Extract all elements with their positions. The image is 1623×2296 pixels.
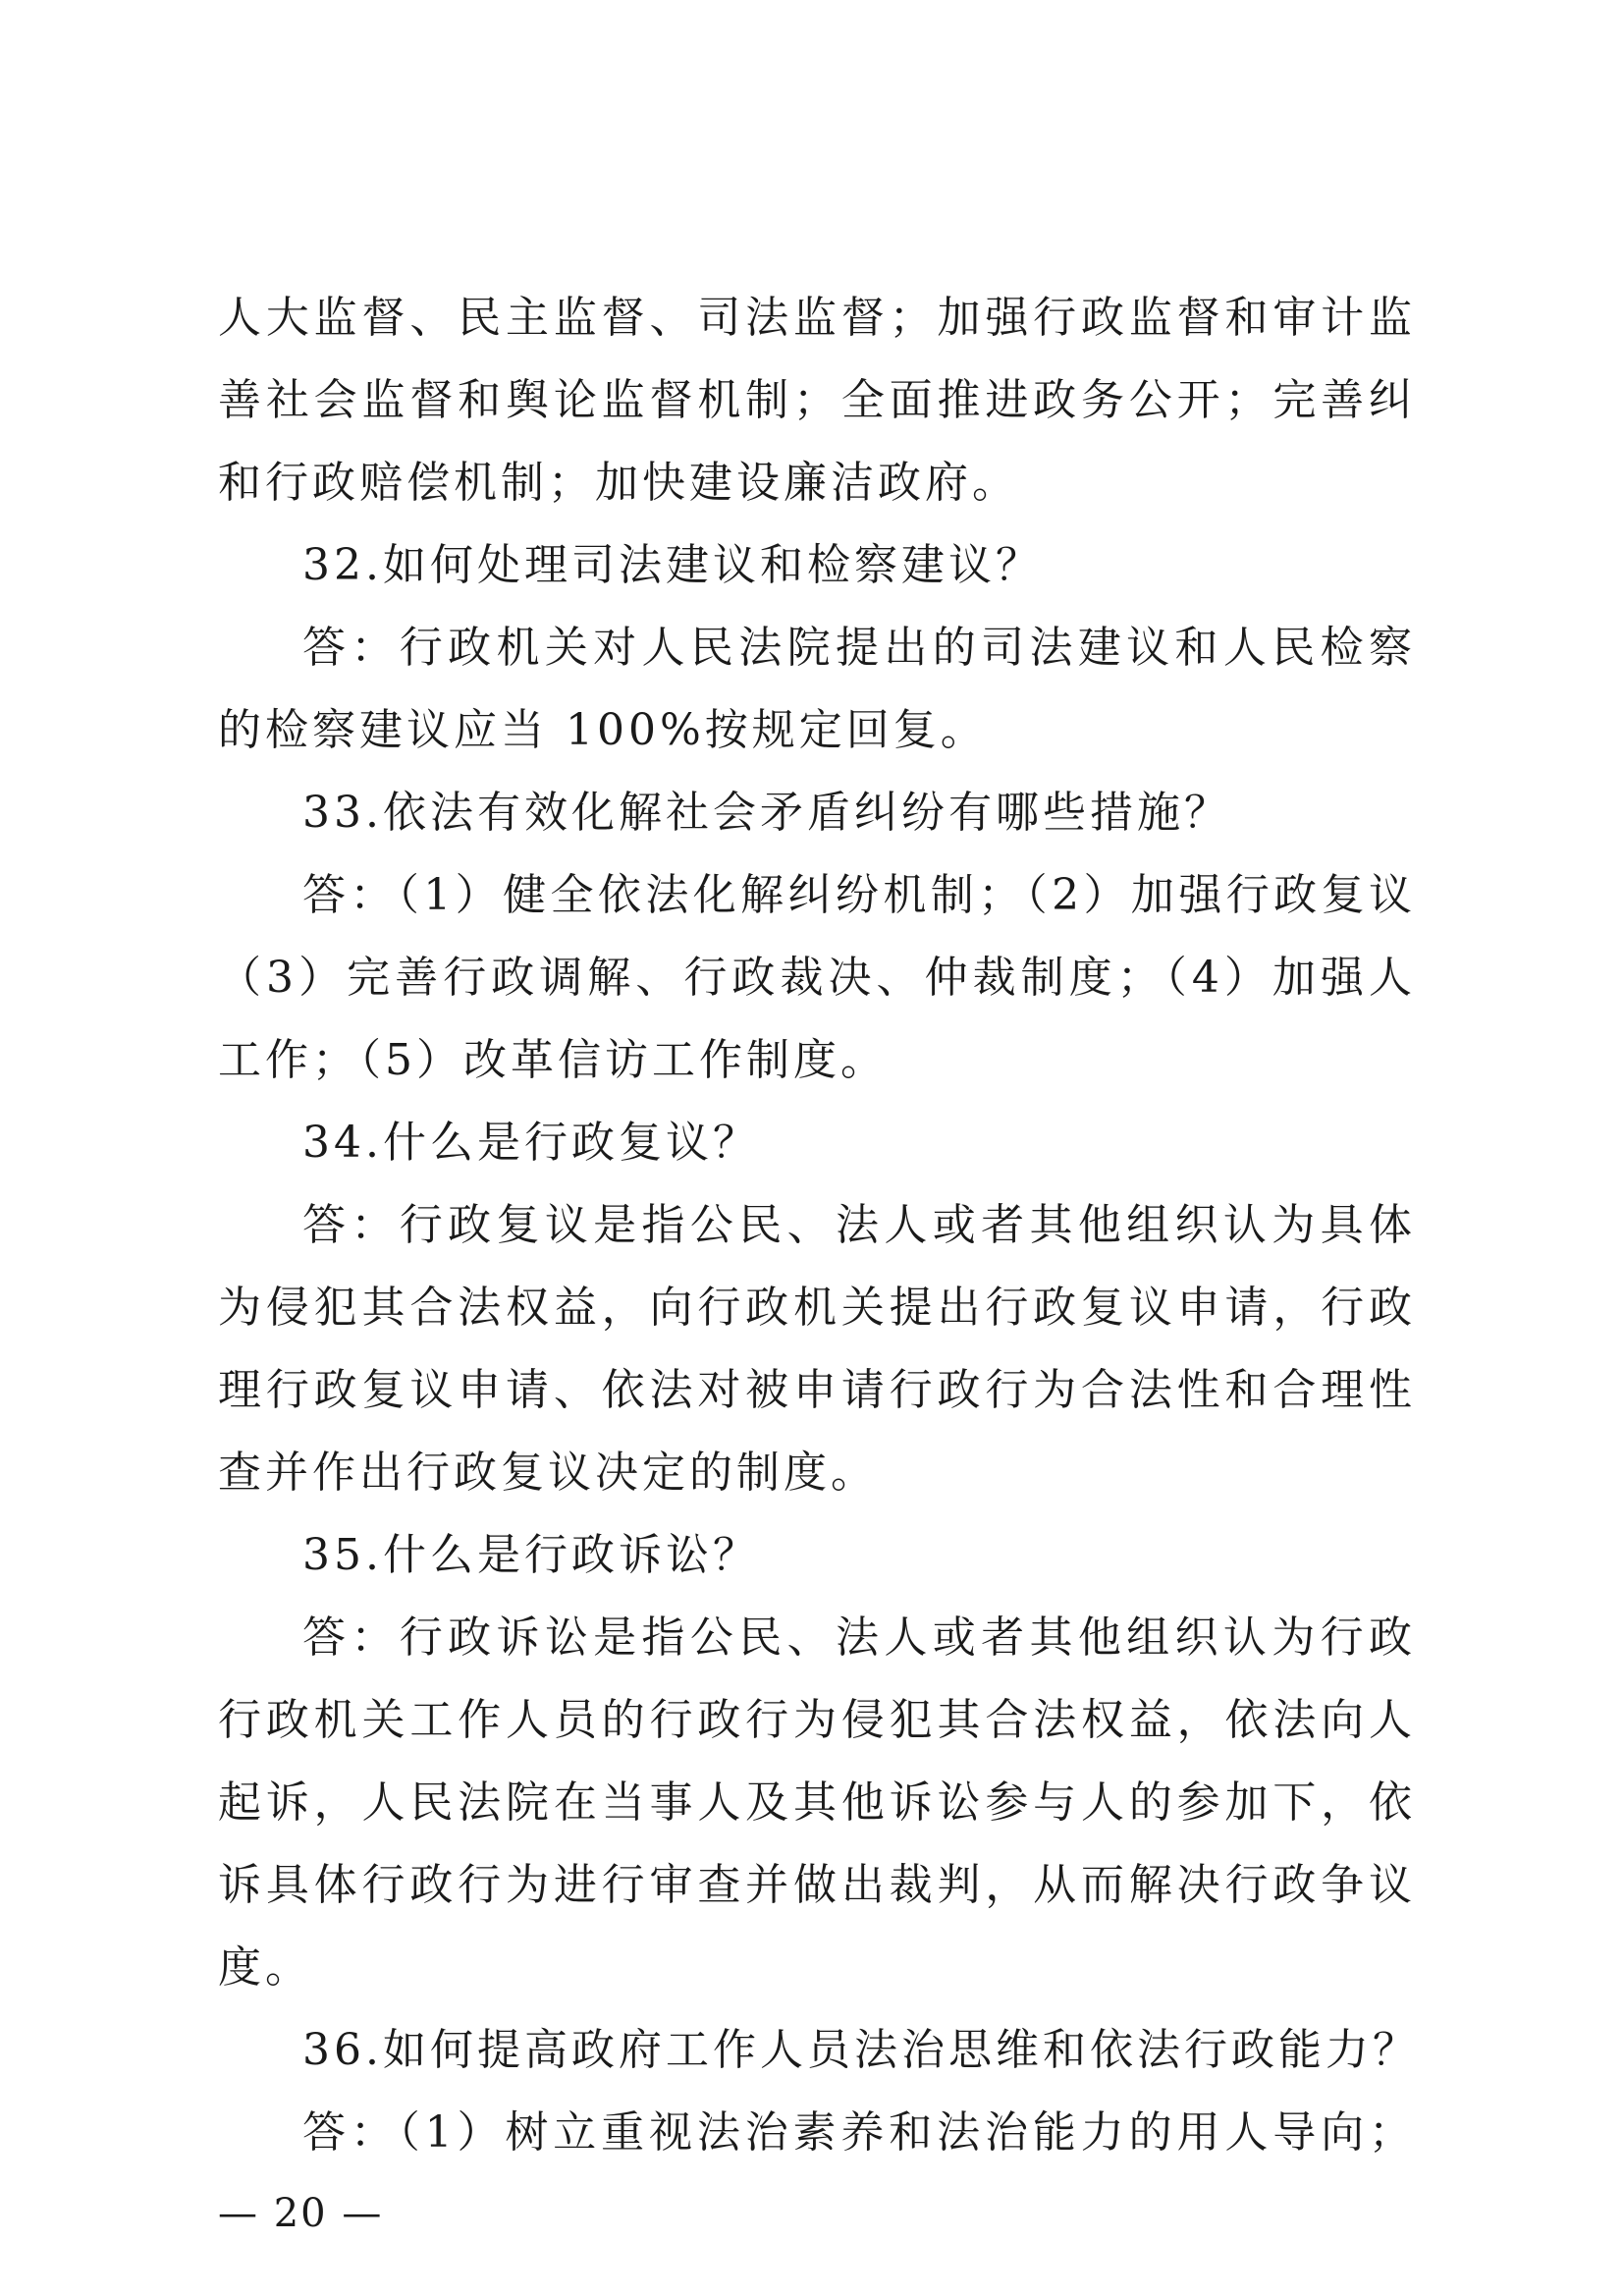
question-heading: 33.依法有效化解社会矛盾纠纷有哪些措施？ (302, 788, 1231, 838)
answer-line: 答：行政诉讼是指公民、法人或者其他组织认为行政 (302, 1613, 1416, 1663)
answer-line: 起诉，人民法院在当事人及其他诉讼参与人的参加下，依 (218, 1777, 1416, 1828)
answer-line: （3）完善行政调解、行政裁决、仲裁制度；（4）加强人 (218, 953, 1416, 1003)
answer-line: 度。 (218, 1942, 312, 1993)
question-heading: 34.什么是行政复议？ (302, 1118, 760, 1168)
answer-line: 答：行政复议是指公民、法人或者其他组织认为具体 (302, 1200, 1416, 1250)
answer-line: 答：（1）树立重视法治素养和法治能力的用人导向； (302, 2107, 1416, 2158)
text-line: 人大监督、民主监督、司法监督；加强行政监督和审计监 (218, 293, 1416, 343)
answer-line: 理行政复议申请、依法对被申请行政行为合法性和合理性 (218, 1365, 1416, 1415)
page-number: — 20 — (218, 2191, 384, 2236)
answer-line: 查并作出行政复议决定的制度。 (218, 1448, 878, 1498)
question-heading: 36.如何提高政府工作人员法治思维和依法行政能力？ (302, 2025, 1420, 2075)
answer-line: 工作；（5）改革信访工作制度。 (218, 1035, 888, 1085)
question-heading: 35.什么是行政诉讼？ (302, 1530, 760, 1580)
answer-line: 答：（1）健全依法化解纠纷机制；（2）加强行政复议 (302, 870, 1416, 920)
text-line: 善社会监督和舆论监督机制；全面推进政务公开；完善纠 (218, 375, 1416, 425)
answer-line: 的检察建议应当 100%按规定回复。 (218, 705, 988, 755)
text-line: 和行政赔偿机制；加快建设廉洁政府。 (218, 458, 1019, 508)
question-heading: 32.如何处理司法建议和检察建议？ (302, 540, 1043, 590)
answer-line: 行政机关工作人员的行政行为侵犯其合法权益，依法向人 (218, 1695, 1416, 1745)
answer-line: 答：行政机关对人民法院提出的司法建议和人民检察 (302, 623, 1416, 673)
answer-line: 为侵犯其合法权益，向行政机关提出行政复议申请，行政 (218, 1283, 1416, 1333)
answer-line: 诉具体行政行为进行审查并做出裁判，从而解决行政争议 (218, 1860, 1416, 1910)
